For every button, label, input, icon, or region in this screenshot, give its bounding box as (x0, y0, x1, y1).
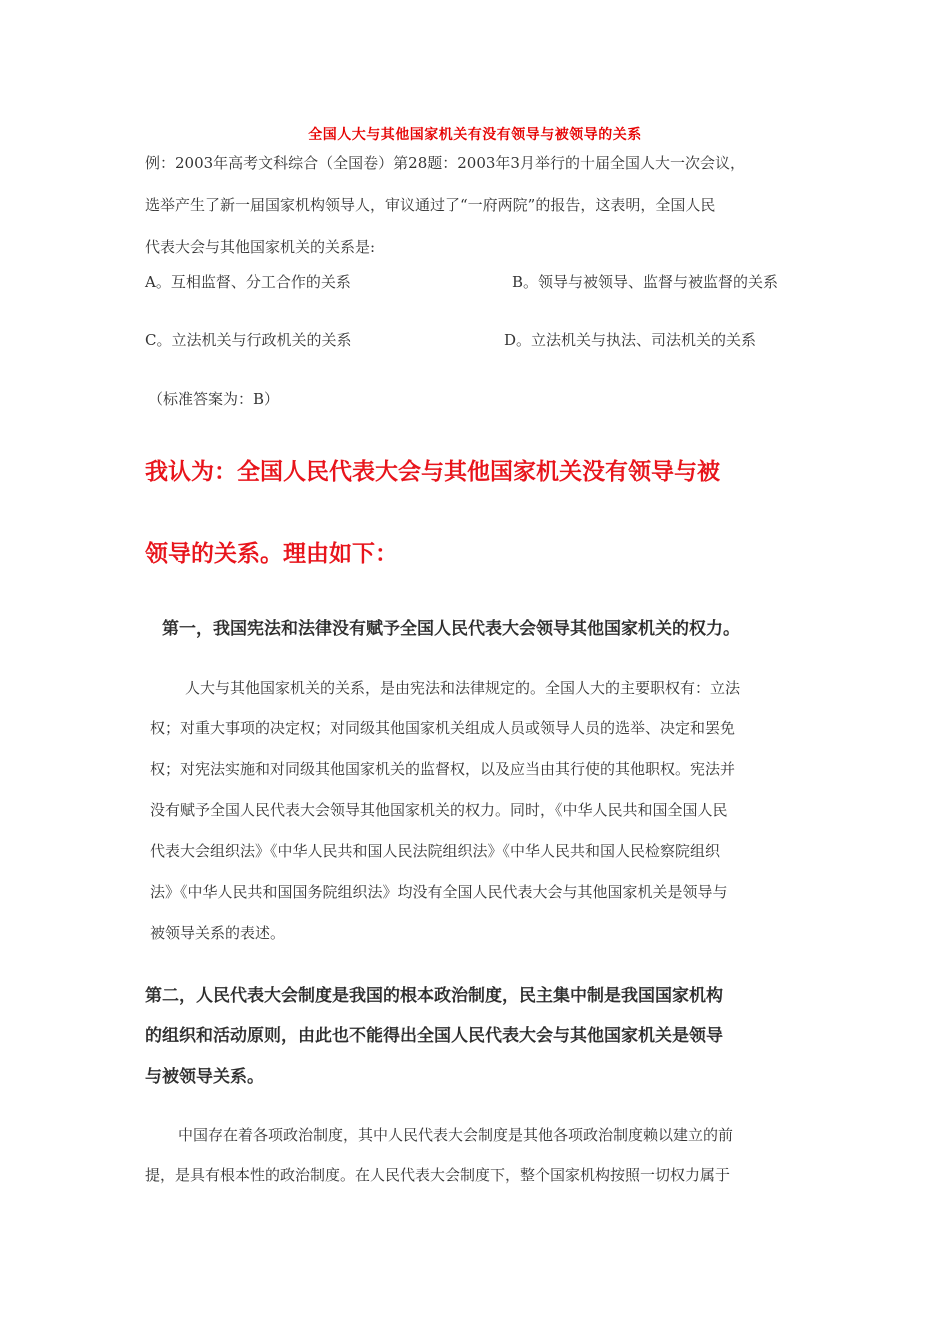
para-2-line-1: 中国存在着各项政治制度，其中人民代表大会制度是其他各项政治制度赖以建立的前 (178, 1126, 734, 1144)
point-1-heading: 第一，我国宪法和法律没有赋予全国人民代表大会领导其他国家机关的权力。 (162, 619, 740, 639)
example-line-3: 代表大会与其他国家机关的关系是: (145, 238, 376, 256)
example-line-1: 例：2003年高考文科综合（全国卷）第28题：2003年3月举行的十届全国人大一次会议， (145, 154, 745, 172)
option-a: A。互相监督、分工合作的关系 (145, 273, 351, 291)
para-1-line-4: 没有赋予全国人民代表大会领导其他国家机关的权力。同时，《中华人民共和国全国人民 (150, 801, 728, 819)
para-2-line-2: 提，是具有根本性的政治制度。在人民代表大会制度下，整个国家机构按照一切权力属于 (145, 1166, 731, 1184)
document-title: 全国人大与其他国家机关有没有领导与被领导的关系 (308, 127, 642, 143)
para-1-line-1: 人大与其他国家机关的关系，是由宪法和法律规定的。全国人大的主要职权有：立法 (185, 679, 741, 697)
point-2-line-2: 的组织和活动原则，由此也不能得出全国人民代表大会与其他国家机关是领导 (145, 1026, 723, 1046)
option-d: D。立法机关与执法、司法机关的关系 (504, 331, 757, 349)
para-1-line-6: 法》《中华人民共和国国务院组织法》均没有全国人民代表大会与其他国家机关是领导与 (150, 883, 728, 901)
example-line-2: 选举产生了新一届国家机构领导人，审议通过了“一府两院”的报告，这表明，全国人民 (145, 196, 716, 214)
para-1-line-3: 权；对宪法实施和对同级其他国家机关的监督权，以及应当由其行使的其他职权。宪法并 (150, 760, 736, 778)
opinion-line-2: 领导的关系。理由如下： (145, 541, 398, 567)
option-b: B。领导与被领导、监督与被监督的关系 (512, 273, 779, 291)
standard-answer: （标准答案为：B） (148, 390, 280, 408)
point-2-line-1: 第二，人民代表大会制度是我国的根本政治制度，民主集中制是我国国家机构 (145, 986, 723, 1006)
opinion-line-1: 我认为：全国人民代表大会与其他国家机关没有领导与被 (145, 459, 720, 485)
para-1-line-7: 被领导关系的表述。 (150, 924, 286, 942)
para-1-line-5: 代表大会组织法》《中华人民共和国人民法院组织法》《中华人民共和国人民检察院组织 (150, 842, 721, 860)
para-1-line-2: 权；对重大事项的决定权；对同级其他国家机关组成人员或领导人员的选举、决定和罢免 (150, 719, 736, 737)
option-c: C。立法机关与行政机关的关系 (145, 331, 352, 349)
point-2-line-3: 与被领导关系。 (145, 1067, 264, 1087)
